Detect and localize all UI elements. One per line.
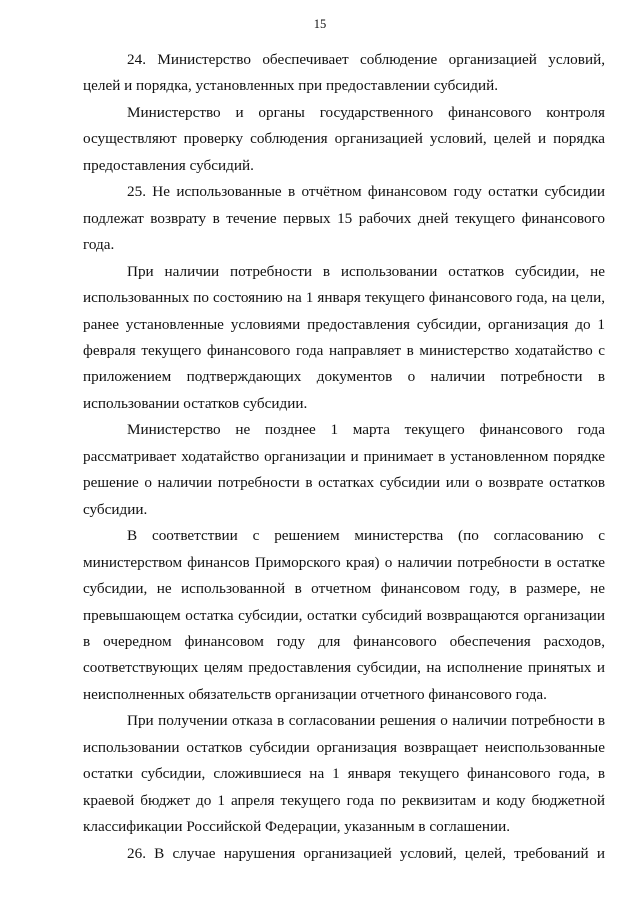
- paragraph-decision: В соответствии с решением министерства (по согласованию с министерством финансов Приморского края) о наличии потребности в остатке субсидии, не использованной в отчетном финансовом году, в размере, не превышающем остатка субсидии, остатки субсидий возвращаются организации в очередном финансовом году для финансового обеспечения расходов, соответствующих целям предоставления субсидии, на исполнение принятых и неисполненных обязательств организации отчетного финансового года.: [83, 527, 605, 703]
- paragraph-26: 26. В случае нарушения организацией условий, целей, требований и: [127, 844, 605, 862]
- page-number: 15: [313, 17, 327, 31]
- paragraph-ministry-review: Министерство не позднее 1 марта текущего финансового года рассматривает ходатайство организации и принимает в установленном порядке решение о наличии потребности в остатках субсидии или о возврате остатков субсидии.: [83, 421, 605, 518]
- paragraph-24: 24. Министерство обеспечивает соблюдение организацией условий, целей и порядка, установленных при предоставлении субсидий.: [83, 51, 605, 95]
- paragraph-refusal: При получении отказа в согласовании решения о наличии потребности в использовании остатков субсидии организация возвращает неиспользованные остатки субсидии, сложившиеся на 1 января текущего финансового года, в краевой бюджет до 1 апреля текущего года по реквизитам и коду бюджетной классификации Российской Федерации, указанным в соглашении.: [83, 712, 605, 836]
- paragraph-remaining-need: При наличии потребности в использовании остатков субсидии, не использованных по состоянию на 1 января текущего финансового года, на цели, ранее установленные условиями предоставления субсидии, организация до 1 февраля текущего финансового года направляет в министерство ходатайство с приложением подтверждающих документов о наличии потребности в использовании остатков субсидии.: [83, 262, 605, 412]
- document-body: [83, 47, 605, 867]
- paragraph-25: 25. Не использованные в отчётном финансовом году остатки субсидии подлежат возврату в течение первых 15 рабочих дней текущего финансового года.: [83, 183, 605, 254]
- paragraph-control: Министерство и органы государственного финансового контроля осуществляют проверку соблюдения организацией условий, целей и порядка предоставления субсидий.: [83, 103, 605, 174]
